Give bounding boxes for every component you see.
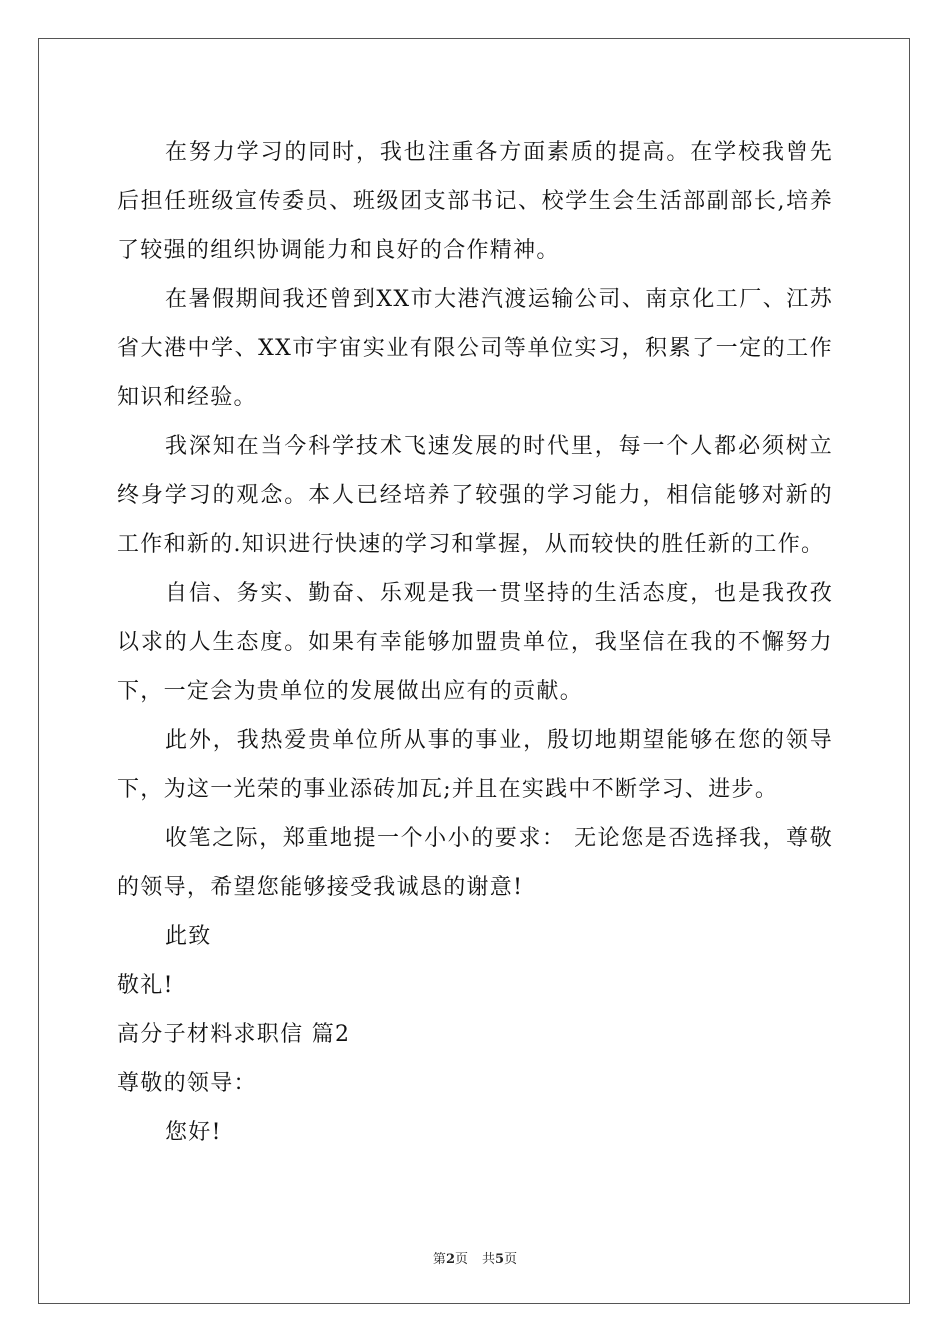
- letter-hello: 您好!: [165, 1120, 222, 1145]
- footer-page-total: 5: [495, 1252, 505, 1267]
- footer-page-current: 2: [445, 1252, 455, 1267]
- document-body: [117, 128, 833, 1157]
- paragraph-self-improvement: 在努力学习的同时，我也注重各方面素质的提高。在学校我曾先后担任班级宣传委员、班级团支部书记、校学生会生活部副部长,培养了较强的组织协调能力和良好的合作精神。: [117, 140, 833, 263]
- letter-greeting: 尊敬的领导：: [117, 1071, 257, 1096]
- closing-regards: 敬礼!: [117, 973, 174, 998]
- paragraph-closing-request: 收笔之际，郑重地提一个小小的要求： 无论您是否选择我，尊敬的领导，希望您能够接受我诚恳的谢意!: [117, 826, 833, 900]
- paragraph-attitude: 自信、务实、勤奋、乐观是我一贯坚持的生活态度，也是我孜孜以求的人生态度。如果有幸能够加盟贵单位，我坚信在我的不懈努力下，一定会为贵单位的发展做出应有的贡献。: [117, 581, 833, 704]
- paragraph-passion: 此外，我热爱贵单位所从事的事业，殷切地期望能够在您的领导下，为这一光荣的事业添砖加瓦;并且在实践中不断学习、进步。: [117, 728, 833, 802]
- closing-salutation: 此致: [165, 924, 212, 949]
- section-title: 高分子材料求职信 篇2: [117, 1022, 351, 1047]
- paragraph-lifelong-learning: 我深知在当今科学技术飞速发展的时代里，每一个人都必须树立终身学习的观念。本人已经培养了较强的学习能力，相信能够对新的工作和新的.知识进行快速的学习和掌握，从而较快的胜任新的工作。: [117, 434, 833, 557]
- page-footer: [0, 1248, 950, 1267]
- footer-page-suffix: 页: [454, 1252, 468, 1267]
- footer-page-prefix: 第: [432, 1252, 446, 1267]
- paragraph-internship: 在暑假期间我还曾到XX市大港汽渡运输公司、南京化工厂、江苏省大港中学、XX市宇宙实业有限公司等单位实习，积累了一定的工作知识和经验。: [117, 287, 833, 410]
- footer-total-suffix: 页: [504, 1252, 518, 1267]
- footer-total-prefix: 共: [482, 1252, 496, 1267]
